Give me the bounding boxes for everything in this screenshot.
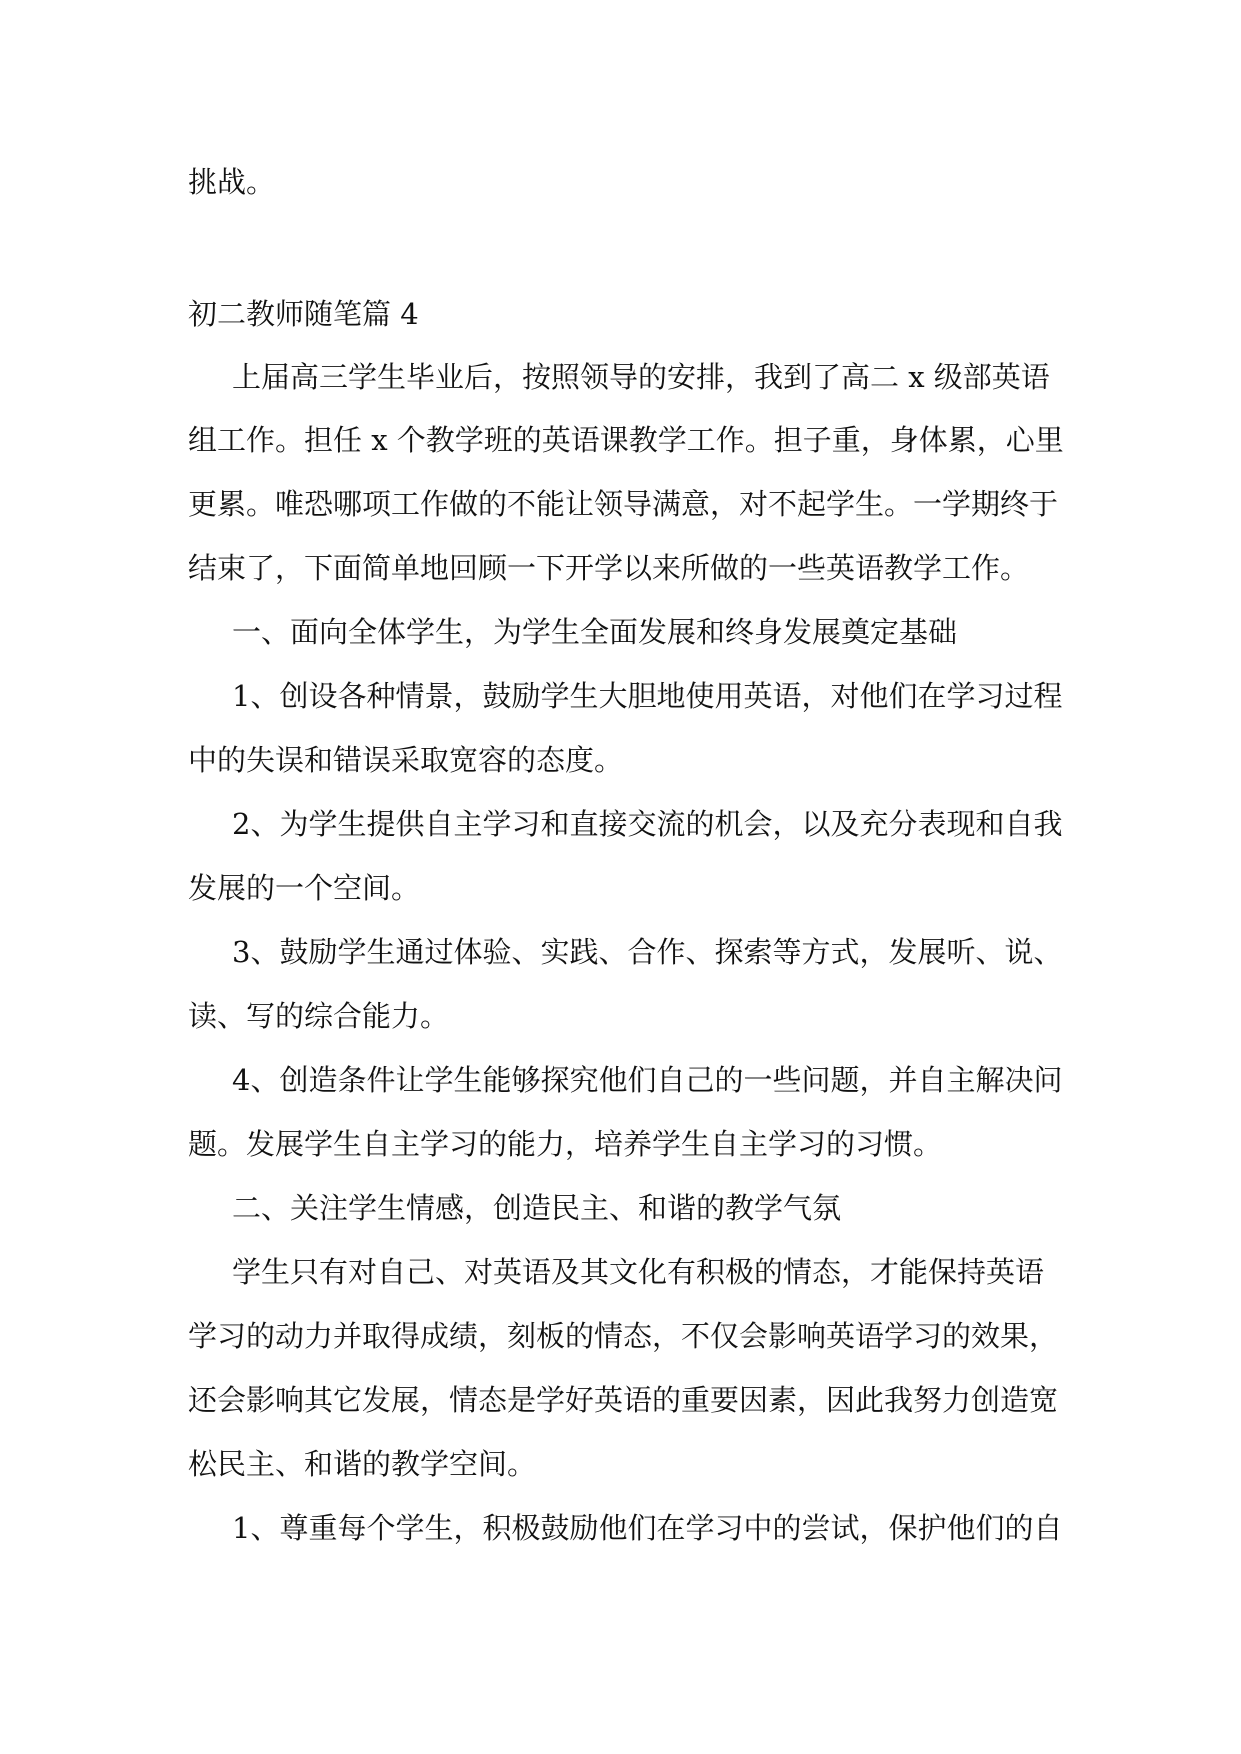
text-line: 组工作。担任 x 个教学班的英语课教学工作。担子重，身体累，心里 xyxy=(188,423,1064,457)
text-line: 还会影响其它发展，情态是学好英语的重要因素，因此我努力创造宽 xyxy=(188,1383,1059,1417)
section-heading: 初二教师随笔篇 4 xyxy=(188,297,419,331)
text-line: 上届高三学生毕业后，按照领导的安排，我到了高二 x 级部英语 xyxy=(232,360,1050,394)
text-line: 学习的动力并取得成绩，刻板的情态，不仅会影响英语学习的效果， xyxy=(188,1319,1059,1353)
text-line: 更累。唯恐哪项工作做的不能让领导满意，对不起学生。一学期终于 xyxy=(188,487,1059,521)
text-line: 松民主、和谐的教学空间。 xyxy=(188,1447,537,1481)
text-line: 3、鼓励学生通过体验、实践、合作、探索等方式，发展听、说、 xyxy=(232,935,1063,969)
text-line: 二、关注学生情感，创造民主、和谐的教学气氛 xyxy=(232,1191,842,1225)
text-line: 一、面向全体学生，为学生全面发展和终身发展奠定基础 xyxy=(232,615,958,649)
text-line: 1、尊重每个学生，积极鼓励他们在学习中的尝试，保护他们的自 xyxy=(232,1511,1063,1545)
text-line: 读、写的综合能力。 xyxy=(188,999,450,1033)
text-line: 中的失误和错误采取宽容的态度。 xyxy=(188,743,624,777)
text-line: 挑战。 xyxy=(188,165,276,199)
text-line: 发展的一个空间。 xyxy=(188,871,421,905)
text-line: 学生只有对自己、对英语及其文化有积极的情态，才能保持英语 xyxy=(232,1255,1045,1289)
text-line: 2、为学生提供自主学习和直接交流的机会，以及充分表现和自我 xyxy=(232,807,1063,841)
text-line: 结束了，下面简单地回顾一下开学以来所做的一些英语教学工作。 xyxy=(188,551,1030,585)
text-line: 4、创造条件让学生能够探究他们自己的一些问题，并自主解决问 xyxy=(232,1063,1063,1097)
text-line: 1、创设各种情景，鼓励学生大胆地使用英语，对他们在学习过程 xyxy=(232,679,1063,713)
text-line: 题。发展学生自主学习的能力，培养学生自主学习的习惯。 xyxy=(188,1127,943,1161)
